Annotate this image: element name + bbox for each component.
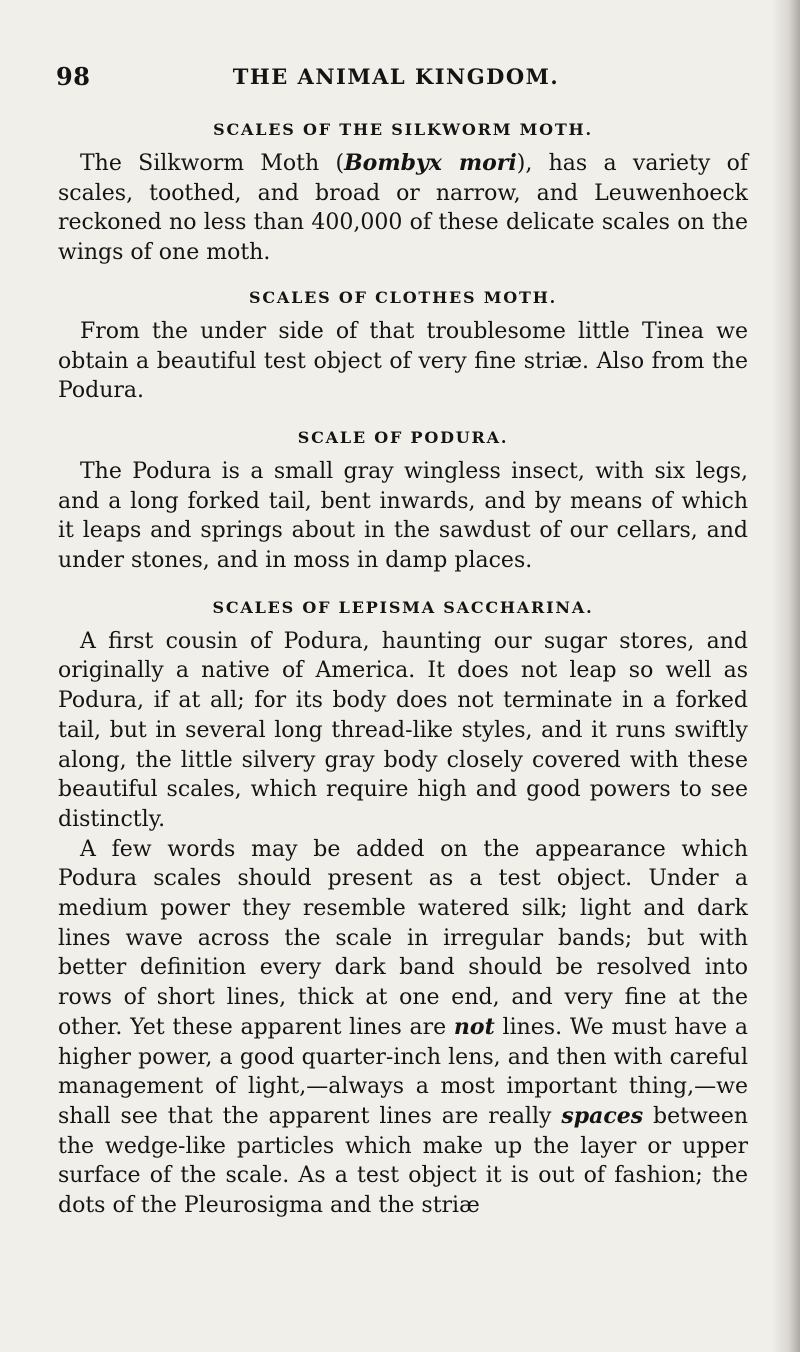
section-heading-silkworm: SCALES OF THE SILKWORM MOTH. xyxy=(213,120,593,139)
text-run: A first cousin of Podura, haunting our sugar stores, and originally a native of America. It does not leap so well as Podura, if at all; for its body does not terminate in a forked tail, but in several long thread-like styles, and it runs swiftly along, the little silvery gray body closely covered with these beautiful scales, which require high and good powers to see distinctly. xyxy=(58,628,748,832)
text-run: between the wedge-like particles which make up the layer or upper surface of the scale. As a test object it is out of fashion; the dots of the Pleurosigma and the striæ xyxy=(58,1103,749,1219)
section-heading-podura: SCALE OF PODURA. xyxy=(297,427,509,447)
text-run: A few words may be added on the appearance which Podura scales should present as a test object. Under a medium power they resemble watered silk; light and dark lines wave across the scale in irregular bands; but with better definition every dark band should be resolved into rows of short lines, thick at one end, and very fine at the other. Yet these apparent lines are xyxy=(58,836,748,1040)
paragraph-podura-test-object xyxy=(58,835,748,1221)
paragraph-lepisma xyxy=(58,627,748,835)
text-run: From the under side of that troublesome little Tinea we obtain a beautiful test object of very fine striæ. Also from the Podura. xyxy=(58,318,748,404)
paragraph-podura xyxy=(58,457,748,576)
text-run: The Silkworm Moth ( xyxy=(80,151,345,176)
running-head: THE ANIMAL KINGDOM. xyxy=(232,64,560,89)
page-body xyxy=(58,108,748,1221)
italic-term: Bombyx mori xyxy=(344,150,517,176)
page-edge-shadow xyxy=(772,0,800,1352)
text-run: lines. We must have a higher power, a good quarter-inch lens, and then with careful management of light,—always a most important thing,—we shall see that the apparent lines are really xyxy=(58,1014,748,1129)
italic-term: not xyxy=(453,1013,495,1040)
italic-term: spaces xyxy=(561,1102,644,1129)
page-number: 98 xyxy=(56,62,91,91)
section-heading-lepisma: SCALES OF LEPISMA SACCHARINA. xyxy=(212,597,594,617)
text-run: ), has a variety of scales, toothed, and broad or narrow, and Leuwenhoeck reckoned no less than 400,000 of these delicate scales on the wings of one moth. xyxy=(58,151,749,266)
paragraph-silkworm xyxy=(58,149,748,268)
page-header xyxy=(56,62,736,92)
text-run: The Podura is a small gray wingless insect, with six legs, and a long forked tail, bent inwards, and by means of which it leaps and springs about in the sawdust of our cellars, and under stones, and in moss in damp places. xyxy=(58,458,748,574)
paragraph-clothes-moth xyxy=(58,317,748,406)
section-heading-clothes-moth: SCALES OF CLOTHES MOTH. xyxy=(248,287,558,307)
